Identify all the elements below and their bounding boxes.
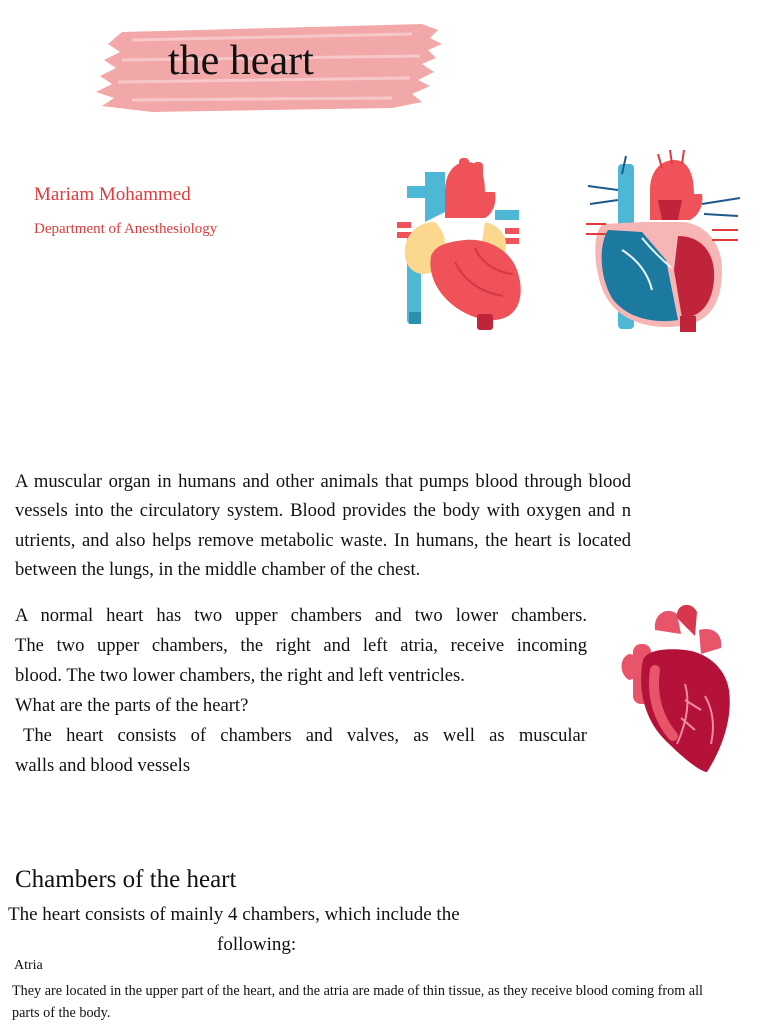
atria-description: They are located in the upper part of the heart, and the atria are made of thin tissue, as they receive blood coming from all parts of the body. [12, 983, 703, 1021]
heart-red-illustration [615, 600, 735, 775]
section-intro-line-1: The heart consists of mainly 4 chambers, which include the [8, 904, 460, 925]
parts-question: What are the parts of the heart? [15, 695, 249, 716]
section-intro [8, 900, 608, 960]
chambers-line-5: The heart consists of chambers and valves, as well as muscular [23, 725, 587, 746]
chambers-paragraph [15, 601, 587, 781]
chambers-line-1: A normal heart has two upper chambers and two lower chambers. [15, 605, 587, 626]
heart-exterior-illustration [385, 152, 535, 337]
chambers-line-6: walls and blood vessels [15, 755, 191, 776]
department-label: Department of Anesthesiology [34, 221, 218, 237]
chambers-line-2: The two upper chambers, the right and left atria, receive incoming [15, 635, 587, 656]
heart-interior-illustration [582, 150, 744, 340]
section-title: Chambers of the heart [15, 866, 237, 893]
author-name: Mariam Mohammed [34, 184, 191, 205]
chambers-line-3: blood. The two lower chambers, the right and left ventricles. [15, 665, 465, 686]
section-intro-line-2: following: [217, 934, 297, 955]
atria-heading: Atria [14, 958, 43, 973]
page-title: the heart [168, 38, 314, 84]
intro-paragraph: A muscular organ in humans and other animals that pumps blood through blood vessels into the circulatory system. Blood provides the body with oxygen and n utrients, and also helps remove metabolic waste. In humans, the heart is located between the lungs, in the middle chamber of the chest. [15, 471, 631, 580]
